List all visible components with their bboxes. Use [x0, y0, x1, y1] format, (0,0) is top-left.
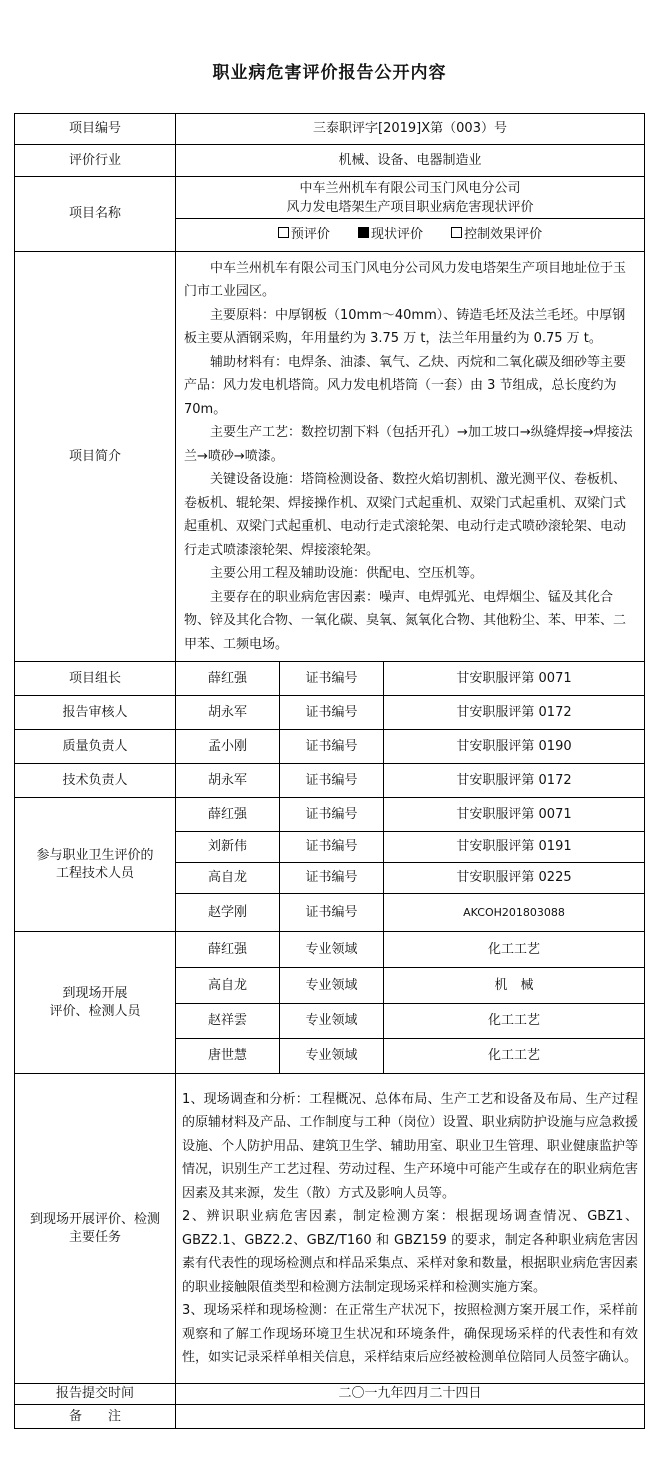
- engineer-cert-label: 证书编号: [280, 832, 384, 863]
- staff-name: 胡永军: [176, 764, 280, 798]
- intro-paragraph: 关键设备设施：塔筒检测设备、数控火焰切割机、激光测平仪、卷板机、卷板机、辊轮架、焊接操作机、双梁门式起重机、双梁门式起重机、双梁门式起重机、双梁门式起重机、电动行走式滚轮架、电动行走式喷砂滚轮架、电动行走式喷漆滚轮架、焊接滚轮架。: [184, 472, 627, 558]
- checkbox-pre-eval[interactable]: [278, 227, 289, 238]
- intro-paragraph: 主要原料：中厚钢板（10mm～40mm）、铸造毛坯及法兰毛坯。中厚钢板主要从酒钢采购，年用量约为 3.75 万 t，法兰年用量约为 0.75 万 t。: [184, 307, 626, 347]
- field-staff-label-line1: 到现场开展: [62, 985, 128, 1001]
- submit-value: 二〇一九年四月二十四日: [176, 1384, 645, 1405]
- engineer-cert: 甘安职服评第 0191: [384, 832, 645, 863]
- row-submit: [15, 1384, 645, 1405]
- row-intro: [15, 252, 645, 662]
- report-table: [14, 113, 645, 1429]
- option-status-eval-label: 现状评价: [371, 227, 424, 242]
- intro-paragraph: 中车兰州机车有限公司玉门风电分公司风力发电塔架生产项目地址位于玉门市工业园区。: [184, 260, 627, 300]
- row-staff: [15, 696, 645, 730]
- row-tasks: [15, 1074, 645, 1384]
- row-remark: [15, 1405, 645, 1429]
- tasks-label-line1: 到现场开展评价、检测: [29, 1211, 160, 1227]
- engineer-name: 薛红强: [176, 798, 280, 832]
- row-project-no: [15, 114, 645, 145]
- industry-label: 评价行业: [15, 145, 176, 177]
- field-staff-field-label: 专业领域: [280, 1039, 384, 1074]
- row-industry: [15, 145, 645, 177]
- remark-label: 备 注: [15, 1405, 176, 1429]
- field-staff-field: 化工工艺: [384, 1039, 645, 1074]
- remark-value: [176, 1405, 645, 1429]
- field-staff-field: 化工工艺: [384, 1004, 645, 1039]
- row-engineer: [15, 798, 645, 832]
- row-staff: [15, 764, 645, 798]
- checkbox-status-eval[interactable]: [358, 227, 369, 238]
- staff-cert: 甘安职服评第 0172: [384, 764, 645, 798]
- engineer-name: 高自龙: [176, 863, 280, 894]
- engineer-cert-label: 证书编号: [280, 863, 384, 894]
- row-field-staff: [15, 932, 645, 968]
- option-control-eval[interactable]: [451, 226, 542, 244]
- field-staff-field-label: 专业领域: [280, 1004, 384, 1039]
- row-staff: [15, 662, 645, 696]
- staff-name: 胡永军: [176, 696, 280, 730]
- staff-role: 质量负责人: [15, 730, 176, 764]
- tasks-content: [176, 1074, 645, 1384]
- field-staff-name: 薛红强: [176, 932, 280, 968]
- tasks-label: [15, 1074, 176, 1384]
- intro-paragraph: 辅助材料有：电焊条、油漆、氧气、乙炔、丙烷和二氧化碳及细砂等主要产品：风力发电机塔筒。风力发电机塔筒（一套）由 3 节组成，总长度约为 70m。: [184, 354, 627, 417]
- engineers-label: [15, 798, 176, 932]
- staff-cert: 甘安职服评第 0172: [384, 696, 645, 730]
- task-paragraph: 3、现场采样和现场检测：在正常生产状况下，按照检测方案开展工作，采样前观察和了解工作现场环境卫生状况和环境条件，确保现场采样的代表性和有效性，如实记录采样单相关信息，采样结束后应经被检测单位陪同人员签字确认。: [182, 1303, 639, 1365]
- project-no-label: 项目编号: [15, 114, 176, 145]
- staff-name: 孟小刚: [176, 730, 280, 764]
- field-staff-label: [15, 932, 176, 1074]
- project-name-line2: 风力发电塔架生产项目职业病危害现状评价: [286, 199, 534, 215]
- engineers-label-line1: 参与职业卫生评价的: [36, 847, 154, 863]
- engineer-name: 赵学刚: [176, 894, 280, 932]
- project-name-line1: 中车兰州机车有限公司玉门风电分公司: [299, 180, 521, 196]
- staff-cert-label: 证书编号: [280, 764, 384, 798]
- engineer-cert: 甘安职服评第 0225: [384, 863, 645, 894]
- engineer-cert: AKCOH201803088: [384, 894, 645, 932]
- engineer-cert: 甘安职服评第 0071: [384, 798, 645, 832]
- submit-label: 报告提交时间: [15, 1384, 176, 1405]
- staff-cert: 甘安职服评第 0190: [384, 730, 645, 764]
- intro-paragraph: 主要公用工程及辅助设施：供配电、空压机等。: [210, 566, 484, 582]
- task-paragraph: 2、辨识职业病危害因素，制定检测方案：根据现场调查情况、GBZ1、GBZ2.1、GBZ2.2、GBZ/T160 和 GBZ159 的要求，制定各种职业病危害因素有代表性的现场检测点和样品采集点、采样对象和数量，根据职业病危害因素的职业接触限值类型和检测方法制定现场采样和检测实施方案。: [182, 1209, 639, 1295]
- staff-cert-label: 证书编号: [280, 730, 384, 764]
- option-pre-eval[interactable]: [278, 226, 330, 244]
- intro-paragraph: 主要生产工艺：数控切割下料（包括开孔）→加工坡口→纵缝焊接→焊接法兰→喷砂→喷漆。: [184, 425, 633, 464]
- intro-paragraph: 主要存在的职业病危害因素：噪声、电焊弧光、电焊烟尘、锰及其化合物、锌及其化合物、一氧化碳、臭氧、氮氧化合物、其他粉尘、苯、甲苯、二甲苯、工频电场。: [184, 589, 627, 652]
- row-staff: [15, 730, 645, 764]
- field-staff-field-label: 专业领域: [280, 968, 384, 1004]
- staff-role: 项目组长: [15, 662, 176, 696]
- staff-role: 技术负责人: [15, 764, 176, 798]
- engineer-cert-label: 证书编号: [280, 894, 384, 932]
- option-pre-eval-label: 预评价: [290, 227, 330, 242]
- project-name-value: [176, 177, 645, 219]
- intro-label: 项目简介: [15, 252, 176, 662]
- option-status-eval[interactable]: [358, 226, 423, 244]
- engineers-label-line2: 工程技术人员: [55, 865, 134, 881]
- staff-role: 报告审核人: [15, 696, 176, 730]
- staff-cert: 甘安职服评第 0071: [384, 662, 645, 696]
- project-no-value: 三泰职评字[2019]X第（003）号: [176, 114, 645, 145]
- field-staff-label-line2: 评价、检测人员: [49, 1003, 141, 1019]
- intro-content: [176, 252, 645, 662]
- checkbox-control-eval[interactable]: [451, 227, 462, 238]
- project-name-label: 项目名称: [15, 177, 176, 252]
- field-staff-field-label: 专业领域: [280, 932, 384, 968]
- field-staff-name: 唐世慧: [176, 1039, 280, 1074]
- engineer-name: 刘新伟: [176, 832, 280, 863]
- engineer-cert-label: 证书编号: [280, 798, 384, 832]
- field-staff-field: 化工工艺: [384, 932, 645, 968]
- option-control-eval-label: 控制效果评价: [464, 227, 543, 242]
- industry-value: 机械、设备、电器制造业: [176, 145, 645, 177]
- staff-cert-label: 证书编号: [280, 662, 384, 696]
- staff-name: 薛红强: [176, 662, 280, 696]
- row-project-name: [15, 177, 645, 219]
- field-staff-name: 赵祥雲: [176, 1004, 280, 1039]
- field-staff-field: 机 械: [384, 968, 645, 1004]
- tasks-label-line2: 主要任务: [68, 1229, 121, 1245]
- page-title: 职业病危害评价报告公开内容: [212, 63, 447, 83]
- task-paragraph: 1、现场调查和分析：工程概况、总体布局、生产工艺和设备及布局、生产过程的原辅材料及产品、工作制度与工种（岗位）设置、职业病防护设施与应急救援设施、个人防护用品、建筑卫生学、辅助用室、职业卫生管理、职业健康监护等情况，识别生产工艺过程、劳动过程、生产环境中可能产生或存在的职业病危害因素及其来源，发生（散）方式及影响人员等。: [182, 1091, 639, 1201]
- eval-type-options: [176, 219, 645, 252]
- staff-cert-label: 证书编号: [280, 696, 384, 730]
- field-staff-name: 高自龙: [176, 968, 280, 1004]
